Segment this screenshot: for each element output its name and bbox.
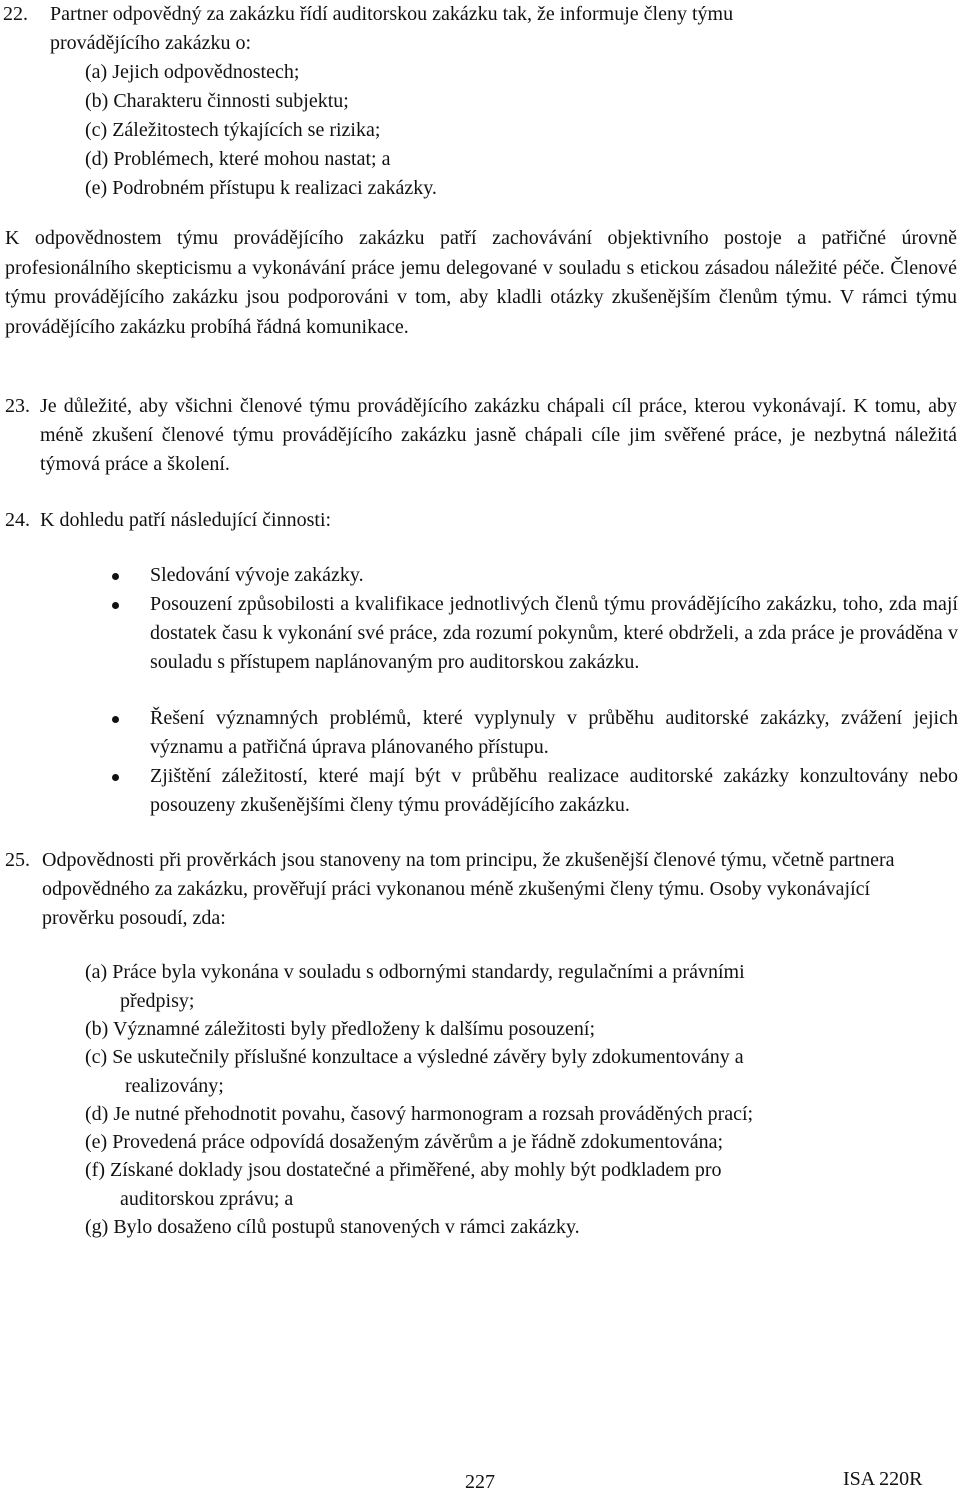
section-24-number: 24.	[5, 509, 30, 531]
bullet-text: Zjištění záležitostí, které mají být v průběhu realizace auditorské zakázky konzultovány nebo posouzeny zkušenějšími členy týmu provádějícího zakázku.	[150, 765, 958, 816]
section-25-item-c-cont: realizovány;	[125, 1075, 224, 1097]
section-22-item-b: (b) Charakteru činnosti subjektu;	[85, 90, 349, 112]
section-22-intro-line2: provádějícího zakázku o:	[50, 32, 252, 54]
section-25-item-b: (b) Významné záležitosti byly předloženy k dalšímu posouzení;	[85, 1018, 596, 1040]
section-24-text: K dohledu patří následující činnosti:	[40, 509, 332, 531]
bullet-text: Posouzení způsobilosti a kvalifikace jednotlivých členů týmu provádějícího zakázku, toho, zda mají dostatek času k vykonání své práce, zda rozumí pokynům, které obdrželi, a zda práce je prováděna v souladu s přístupem naplánovaným pro auditorskou zakázku.	[150, 593, 958, 673]
section-22-paragraph: K odpovědnostem týmu provádějícího zakázku patří zachovávání objektivního postoje a patřičné úrovně profesionálního skepticismu a vykonávání práce jemu delegované v souladu s etickou zásadou náležité péče. Členové týmu provádějícího zakázku jsou podporováni v tom, aby kladli otázky zkušenějším členům týmu. V rámci týmu provádějícího zakázku probíhá řádná komunikace.	[5, 227, 957, 338]
section-25-item-c: (c) Se uskutečnily příslušné konzultace a výsledné závěry byly zdokumentovány a	[85, 1046, 744, 1068]
section-22-item-e: (e) Podrobném přístupu k realizaci zakázky.	[85, 177, 437, 199]
bullet-text: Sledování vývoje zakázky.	[150, 564, 364, 586]
section-25-text: Odpovědnosti při prověrkách jsou stanoveny na tom principu, že zkušenější členové týmu, včetně partnera odpovědného za zakázku, prověřují práci vykonanou méně zkušenými členy týmu. Osoby vykonávající prověrku posoudí, zda:	[42, 849, 895, 929]
section-22-number: 22.	[3, 3, 28, 25]
section-22-item-d: (d) Problémech, které mohou nastat; a	[85, 148, 391, 170]
section-23-text: Je důležité, aby všichni členové týmu provádějícího zakázku chápali cíl práce, kterou vykonávají. K tomu, aby méně zkušení členové týmu provádějícího zakázku jasně chápali cíle jim svěřené práce, je nezbytná náležitá týmová práce a školení.	[40, 395, 957, 475]
section-24-bullet-4	[150, 762, 958, 820]
bullet-icon	[112, 774, 119, 781]
section-25-item-a-cont: předpisy;	[120, 990, 195, 1012]
section-25-item-f: (f) Získané doklady jsou dostatečné a přiměřené, aby mohly být podkladem pro	[85, 1159, 722, 1181]
standard-label: ISA 220R	[843, 1468, 923, 1490]
section-25-item-g: (g) Bylo dosaženo cílů postupů stanovených v rámci zakázky.	[85, 1216, 580, 1238]
section-25-item-a: (a) Práce byla vykonána v souladu s odbornými standardy, regulačními a právními	[85, 961, 745, 983]
section-22-item-c: (c) Záležitostech týkajících se rizika;	[85, 119, 381, 141]
bullet-icon	[112, 602, 119, 609]
section-25-number: 25.	[5, 849, 30, 871]
section-25-item-e: (e) Provedená práce odpovídá dosaženým závěrům a je řádně zdokumentována;	[85, 1131, 724, 1153]
section-23-number: 23.	[5, 395, 30, 417]
section-24-bullet-1	[150, 561, 958, 590]
section-22-intro-line1: Partner odpovědný za zakázku řídí auditorskou zakázku tak, že informuje členy týmu	[50, 3, 734, 25]
bullet-icon	[112, 573, 119, 580]
bullet-icon	[112, 716, 119, 723]
section-24-bullet-2	[150, 590, 958, 677]
bullet-text: Řešení významných problémů, které vyplynuly v průběhu auditorské zakázky, zvážení jejich významu a patřičná úprava plánovaného přístupu.	[150, 707, 958, 758]
section-24-bullet-3	[150, 704, 958, 762]
section-25-item-f-cont: auditorskou zprávu; a	[120, 1188, 294, 1210]
section-22-item-a: (a) Jejich odpovědnostech;	[85, 61, 300, 83]
section-25-item-d: (d) Je nutné přehodnotit povahu, časový harmonogram a rozsah prováděných prací;	[85, 1103, 754, 1125]
page-number: 227	[465, 1471, 495, 1493]
